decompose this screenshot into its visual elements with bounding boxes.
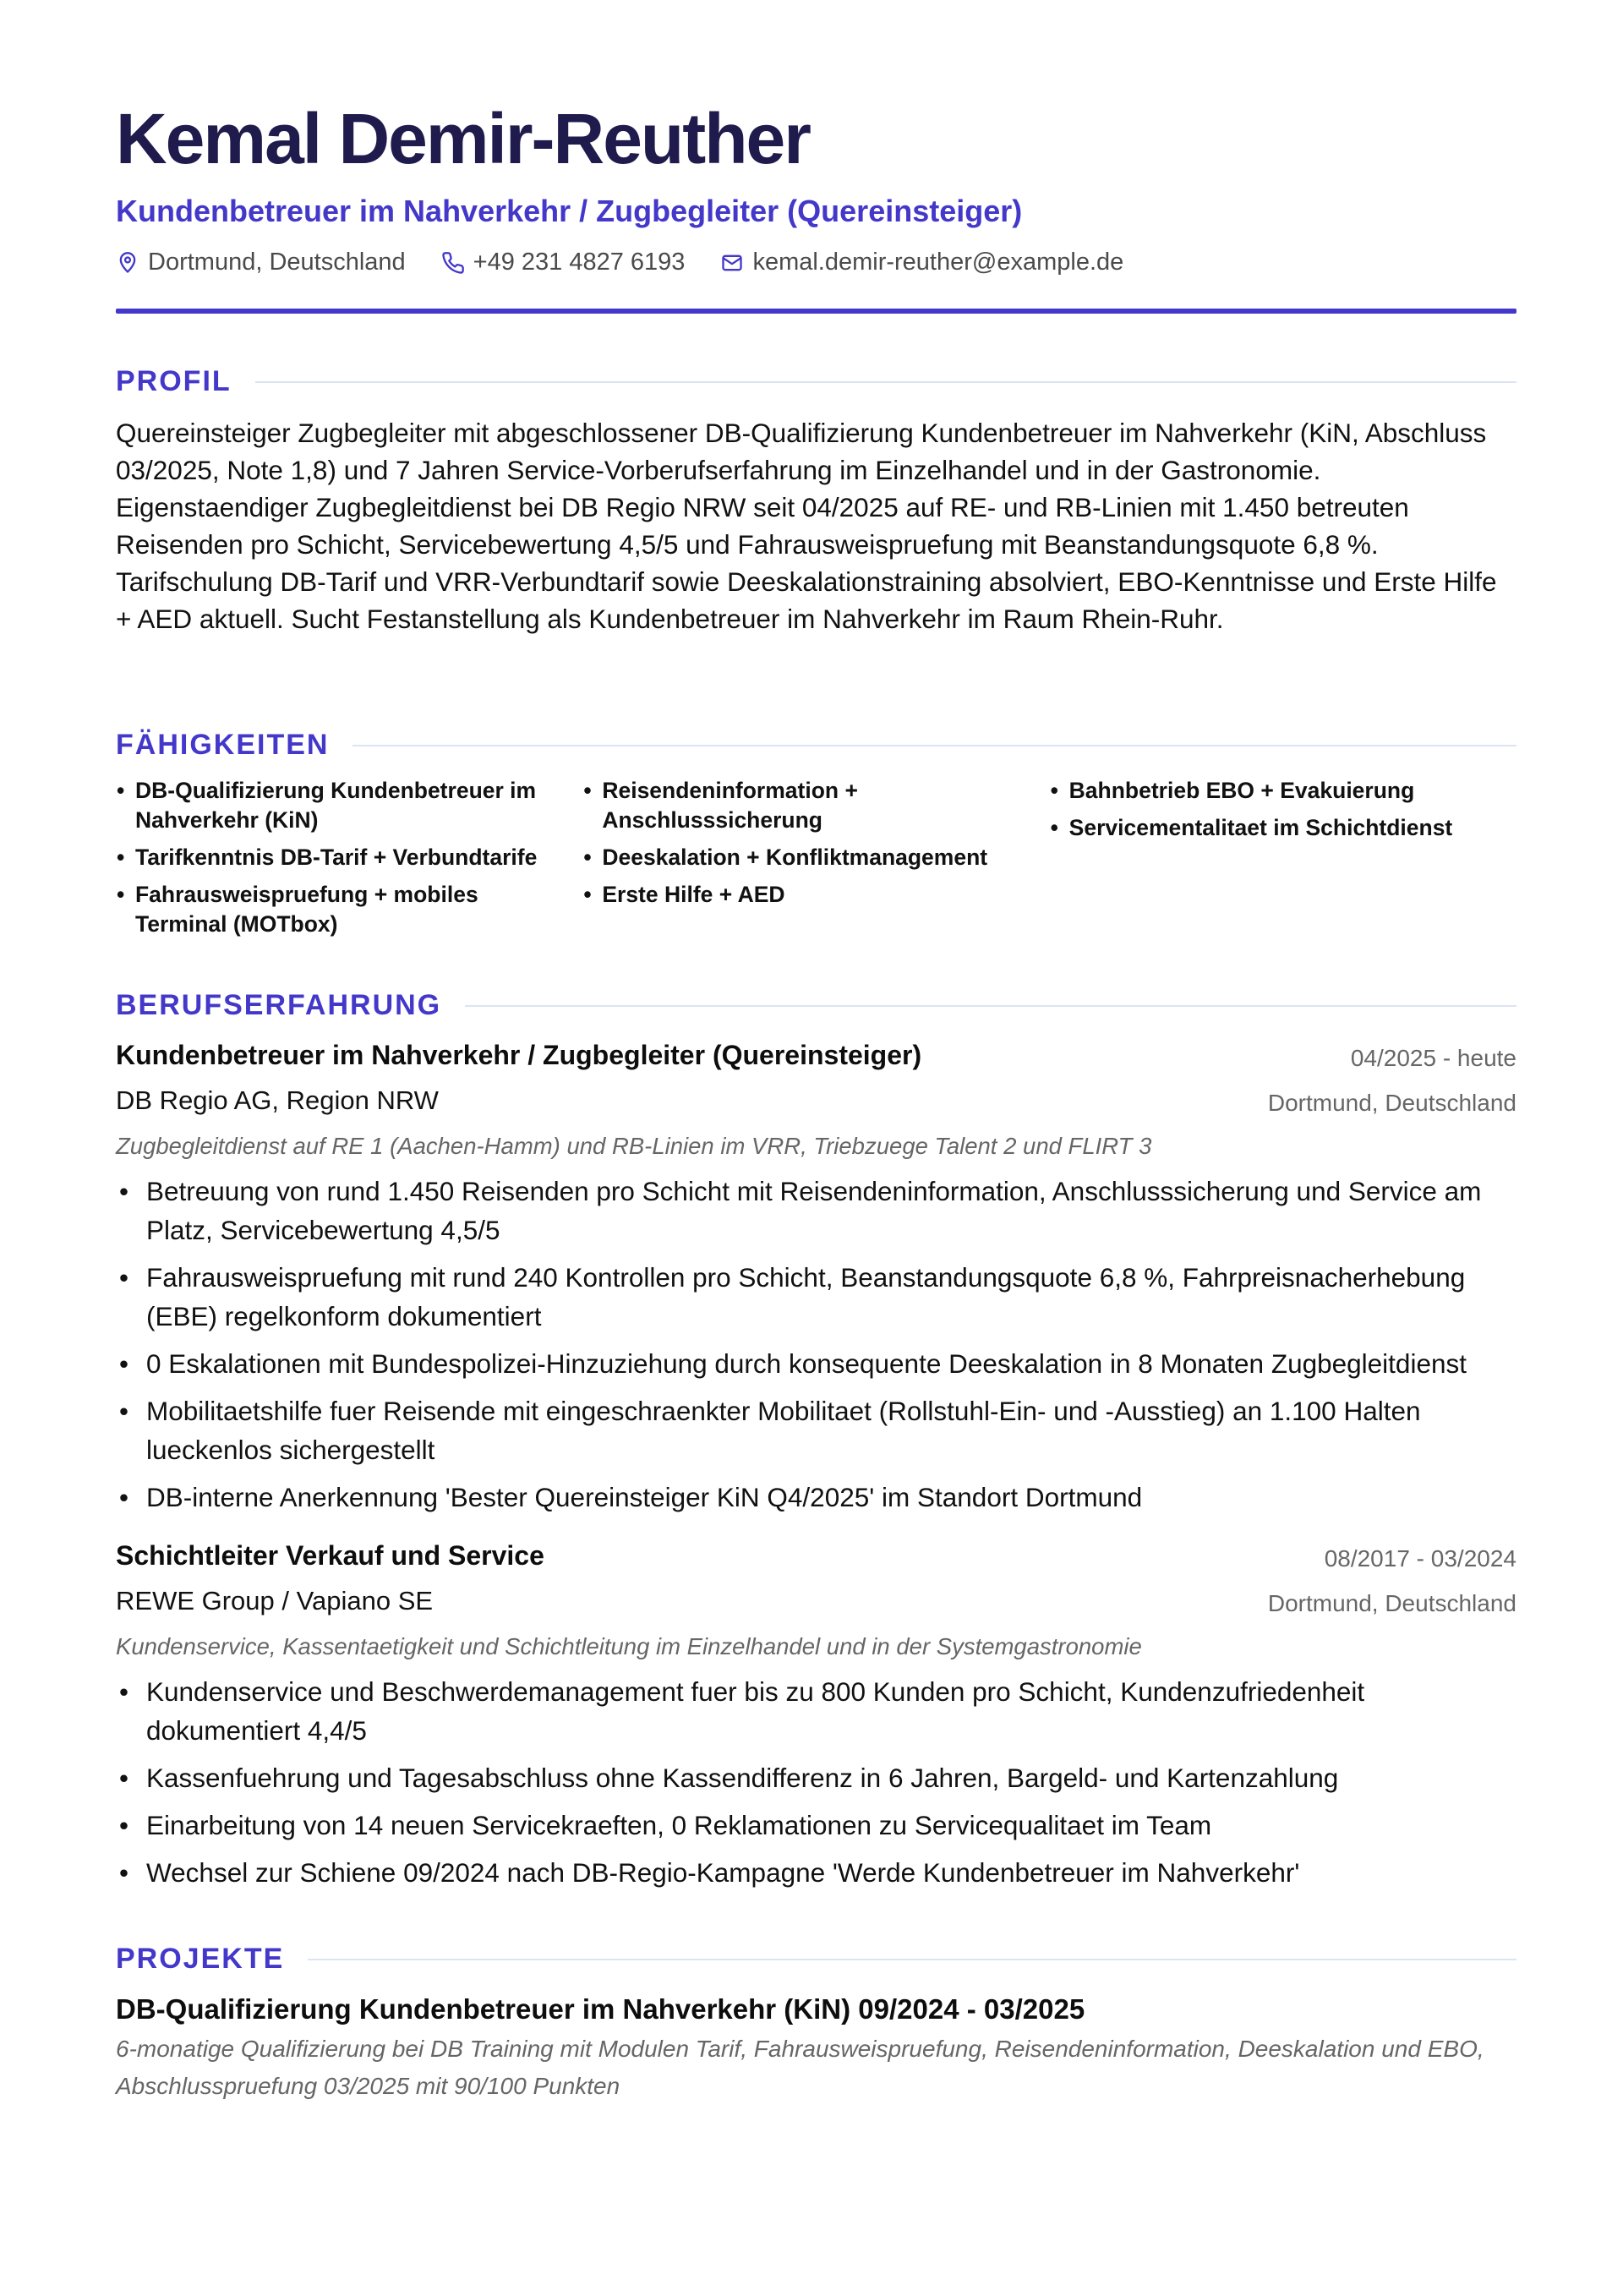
candidate-role: Kundenbetreuer im Nahverkehr / Zugbegleiter (Quereinsteiger)	[116, 194, 1023, 228]
skill-item: • DB-Qualifizierung Kundenbetreuer im Nahverkehr (KiN)	[116, 776, 582, 835]
phone-text: +49 231 4827 6193	[473, 249, 686, 276]
list-item: • Wechsel zur Schiene 09/2024 nach DB-Regio-Kampagne 'Werde Kundenbetreuer im Nahverkehr'	[116, 1853, 1516, 1892]
section-heading-projects: PROJEKTE	[116, 1943, 285, 1975]
email-text: kemal.demir-reuther@example.de	[752, 249, 1124, 276]
project-title: DB-Qualifizierung Kundenbetreuer im Nahverkehr (KiN) 09/2024 - 03/2025	[116, 1993, 1085, 2025]
job-description: Kundenservice, Kassentaetigkeit und Schichtleitung im Einzelhandel und in der Systemgastronomie	[116, 1633, 1142, 1659]
section-title-experience	[116, 989, 1516, 1022]
list-item: • DB-interne Anerkennung 'Bester Quereinsteiger KiN Q4/2025' im Standort Dortmund	[116, 1478, 1516, 1517]
job-date: 04/2025 - heute	[1350, 1045, 1516, 1071]
job-description: Zugbegleitdienst auf RE 1 (Aachen-Hamm) und RB-Linien im VRR, Triebzuege Talent 2 und FLIRT 3	[116, 1133, 1152, 1159]
contact-row	[116, 249, 1159, 276]
section-divider	[255, 381, 1516, 383]
section-divider	[465, 1005, 1516, 1007]
skill-item: • Erste Hilfe + AED	[582, 880, 1049, 910]
section-divider	[352, 745, 1516, 746]
skill-item: • Deeskalation + Konfliktmanagement	[582, 843, 1049, 872]
skills-grid	[116, 776, 1516, 947]
job-date: 08/2017 - 03/2024	[1324, 1545, 1516, 1572]
job-company: REWE Group / Vapiano SE	[116, 1586, 434, 1615]
job-title: Schichtleiter Verkauf und Service	[116, 1540, 544, 1571]
skills-column-1	[116, 776, 582, 947]
section-divider	[308, 1959, 1516, 1960]
section-title-skills	[116, 729, 1516, 762]
list-item: • Einarbeitung von 14 neuen Servicekraeften, 0 Reklamationen zu Servicequalitaet im Team	[116, 1806, 1516, 1845]
list-item: • Kundenservice und Beschwerdemanagement fuer bis zu 800 Kunden pro Schicht, Kundenzufriedenheit dokumentiert 4,4/5	[116, 1672, 1516, 1750]
skill-item: • Tarifkenntnis DB-Tarif + Verbundtarife	[116, 843, 582, 872]
contact-location	[116, 249, 406, 276]
phone-icon	[441, 251, 465, 275]
list-item: • Mobilitaetshilfe fuer Reisende mit eingeschraenkter Mobilitaet (Rollstuhl-Ein- und -Ausstieg) an 1.100 Halten lueckenlos sichergestellt	[116, 1391, 1516, 1469]
section-title-projects	[116, 1943, 1516, 1976]
header-divider	[116, 309, 1516, 314]
location-text: Dortmund, Deutschland	[148, 249, 406, 276]
skills-column-3	[1050, 776, 1516, 947]
job-title: Kundenbetreuer im Nahverkehr / Zugbegleiter (Quereinsteiger)	[116, 1040, 922, 1070]
job-location: Dortmund, Deutschland	[1267, 1590, 1516, 1616]
list-item: • Fahrausweispruefung mit rund 240 Kontrollen pro Schicht, Beanstandungsquote 6,8 %, Fahrpreisnacherhebung (EBE) regelkonform dokumentiert	[116, 1258, 1516, 1336]
map-pin-icon	[116, 251, 139, 275]
candidate-name: Kemal Demir-Reuther	[116, 99, 810, 178]
job-company: DB Regio AG, Region NRW	[116, 1085, 439, 1115]
list-item: • 0 Eskalationen mit Bundespolizei-Hinzuziehung durch konsequente Deeskalation in 8 Monaten Zugbegleitdienst	[116, 1344, 1516, 1383]
section-heading-skills: FÄHIGKEITEN	[116, 729, 330, 761]
job-location: Dortmund, Deutschland	[1267, 1090, 1516, 1116]
section-heading-profile: PROFIL	[116, 365, 232, 397]
contact-email	[720, 249, 1123, 276]
section-heading-experience: BERUFSERFAHRUNG	[116, 989, 442, 1021]
skills-column-2	[582, 776, 1049, 947]
list-item: • Betreuung von rund 1.450 Reisenden pro Schicht mit Reisendeninformation, Anschlusssicherung und Service am Platz, Servicebewertung 4,5/5	[116, 1172, 1516, 1249]
project-description: 6-monatige Qualifizierung bei DB Training mit Modulen Tarif, Fahrausweispruefung, Reisendeninformation, Deeskalation und EBO, Abschlusspruefung 03/2025 mit 90/100 Punkten	[116, 2036, 1484, 2099]
mail-icon	[720, 251, 744, 275]
skill-item: • Bahnbetrieb EBO + Evakuierung	[1050, 776, 1516, 806]
skill-item: • Reisendeninformation + Anschlusssicherung	[582, 776, 1049, 835]
profile-summary: Quereinsteiger Zugbegleiter mit abgeschlossener DB-Qualifizierung Kundenbetreuer im Nahverkehr (KiN, Abschluss 03/2025, Note 1,8) und 7 Jahren Service-Vorberufserfahrung im Einzelhandel und in der Gastronomie. Eigenstaendiger Zugbegleitdienst bei DB Regio NRW seit 04/2025 auf RE- und RB-Linien mit 1.450 betreuten Reisenden pro Schicht, Servicebewertung 4,5/5 und Fahrausweispruefung mit Beanstandungsquote 6,8 %. Tarifschulung DB-Tarif und VRR-Verbundtarif sowie Deeskalationstraining absolviert, EBO-Kenntnisse und Erste Hilfe + AED aktuell. Sucht Festanstellung als Kundenbetreuer im Nahverkehr im Raum Rhein-Ruhr.	[116, 418, 1497, 634]
list-item: • Kassenfuehrung und Tagesabschluss ohne Kassendifferenz in 6 Jahren, Bargeld- und Kartenzahlung	[116, 1758, 1516, 1797]
job-bullets	[116, 1672, 1516, 1900]
skill-item: • Servicementalitaet im Schichtdienst	[1050, 813, 1516, 843]
section-title-profile	[116, 365, 1516, 398]
job-bullets	[116, 1172, 1516, 1525]
skill-item: • Fahrausweispruefung + mobiles Terminal (MOTbox)	[116, 880, 582, 939]
contact-phone	[441, 249, 686, 276]
